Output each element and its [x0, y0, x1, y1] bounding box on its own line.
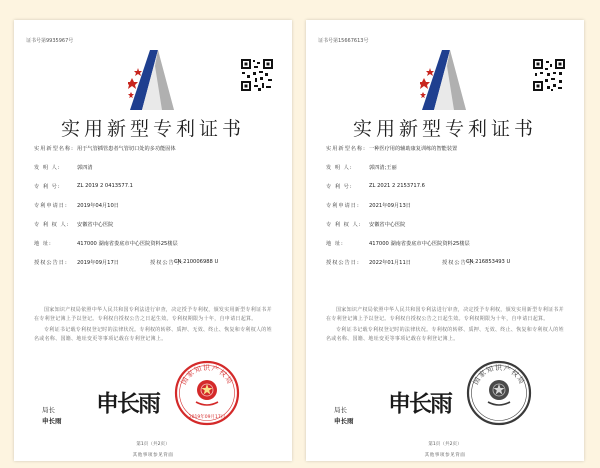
certificate-number: 证书号第15667613号 [318, 38, 369, 44]
field-address: 地 址: 417000 湖南省娄底市中心医院资料25楼层 [34, 241, 178, 247]
patent-certificate-2 [306, 20, 584, 461]
seal-text: 国家知识产权局 [179, 364, 235, 387]
page-number: 第1页（共2页） [428, 442, 462, 447]
body-paragraph: 国家知识产权局依照中华人民共和国专利法进行审查，决定授予专利权，颁发实用新型专利证书并在专利登记簿上予以登记。专利权自授权公告之日起生效。专利权期限为十年，自申请日起算。 [34, 307, 272, 322]
body-paragraph: 国家知识产权局依照中华人民共和国专利法进行审查，决定授予专利权，颁发实用新型专利证书并在专利登记簿上予以登记。专利权自授权公告之日起生效。专利权期限为十年，自申请日起算。 [326, 307, 564, 322]
qr-code-icon [240, 58, 274, 92]
field-grant-announcement: 授权公告日: 2019年09月17日 授权公告号: CN 210006988 U [34, 259, 219, 266]
footer-note: 其他事项参见背面 [424, 453, 466, 458]
qr-code-icon [532, 58, 566, 92]
director-title: 局长 [42, 406, 55, 414]
certificate-body-text [326, 306, 568, 345]
field-utility-model-name: 实用新型名称: 一种医疗用的辅助康复训练的智能装置 [326, 146, 458, 152]
field-grant-announcement: 授权公告日: 2022年01月11日 授权公告号: CN 216853493 U [326, 259, 511, 266]
footer-note: 其他事项参见背面 [132, 453, 174, 458]
certificate-title: 实用新型专利证书 [352, 118, 537, 140]
field-inventor: 发 明 人: 郭四清;王丽 [326, 165, 397, 171]
handwritten-signature: 申长雨 [388, 390, 451, 417]
field-address: 地 址: 417000 湖南省娄底市中心医院资料25楼层 [326, 241, 470, 247]
patent-office-emblem-icon [420, 48, 468, 114]
seal-date: 2019年09月17日 [188, 415, 226, 420]
field-utility-model-name: 实用新型名称: 用于气管插管患者气管切口处的多功能固体 [34, 146, 176, 152]
field-application-date: 专利申请日: 2019年04月10日 [34, 203, 119, 209]
red-official-seal [174, 360, 240, 426]
handwritten-signature: 申长雨 [96, 390, 159, 417]
field-patentee: 专 利 权 人: 安徽省中心医院 [34, 222, 114, 228]
certificate-fields [34, 145, 284, 278]
black-official-seal [466, 360, 532, 426]
field-patent-number: 专 利 号: ZL 2021 2 2153717.6 [326, 183, 425, 190]
patent-certificate-1 [14, 20, 292, 461]
field-application-date: 专利申请日: 2021年09月13日 [326, 203, 411, 209]
certificate-body-text [34, 306, 276, 345]
patent-office-emblem-icon [128, 48, 176, 114]
seal-text: 国家知识产权局 [471, 364, 527, 387]
director-name: 申长雨 [42, 417, 62, 425]
body-paragraph: 专利证书记载专利权登记时的法律状况。专利权的转移、质押、无效、终止、恢复和专利权人的姓名或名称、国籍、地址变更等事项记载在专利登记簿上。 [34, 326, 272, 342]
certificate-fields [326, 145, 576, 278]
certificate-number: 证书号第9935967号 [26, 38, 74, 44]
page-number: 第1页（共2页） [136, 442, 170, 447]
field-patentee: 专 利 权 人: 安徽省中心医院 [326, 222, 406, 228]
field-inventor: 发 明 人: 郭四清 [34, 165, 93, 171]
certificate-title: 实用新型专利证书 [60, 118, 245, 140]
field-patent-number: 专 利 号: ZL 2019 2 0413577.1 [34, 183, 133, 190]
body-paragraph: 专利证书记载专利权登记时的法律状况。专利权的转移、质押、无效、终止、恢复和专利权人的姓名或名称、国籍、地址变更等事项记载在专利登记簿上。 [326, 326, 564, 342]
director-name: 申长雨 [334, 417, 354, 425]
director-title: 局长 [334, 406, 347, 414]
